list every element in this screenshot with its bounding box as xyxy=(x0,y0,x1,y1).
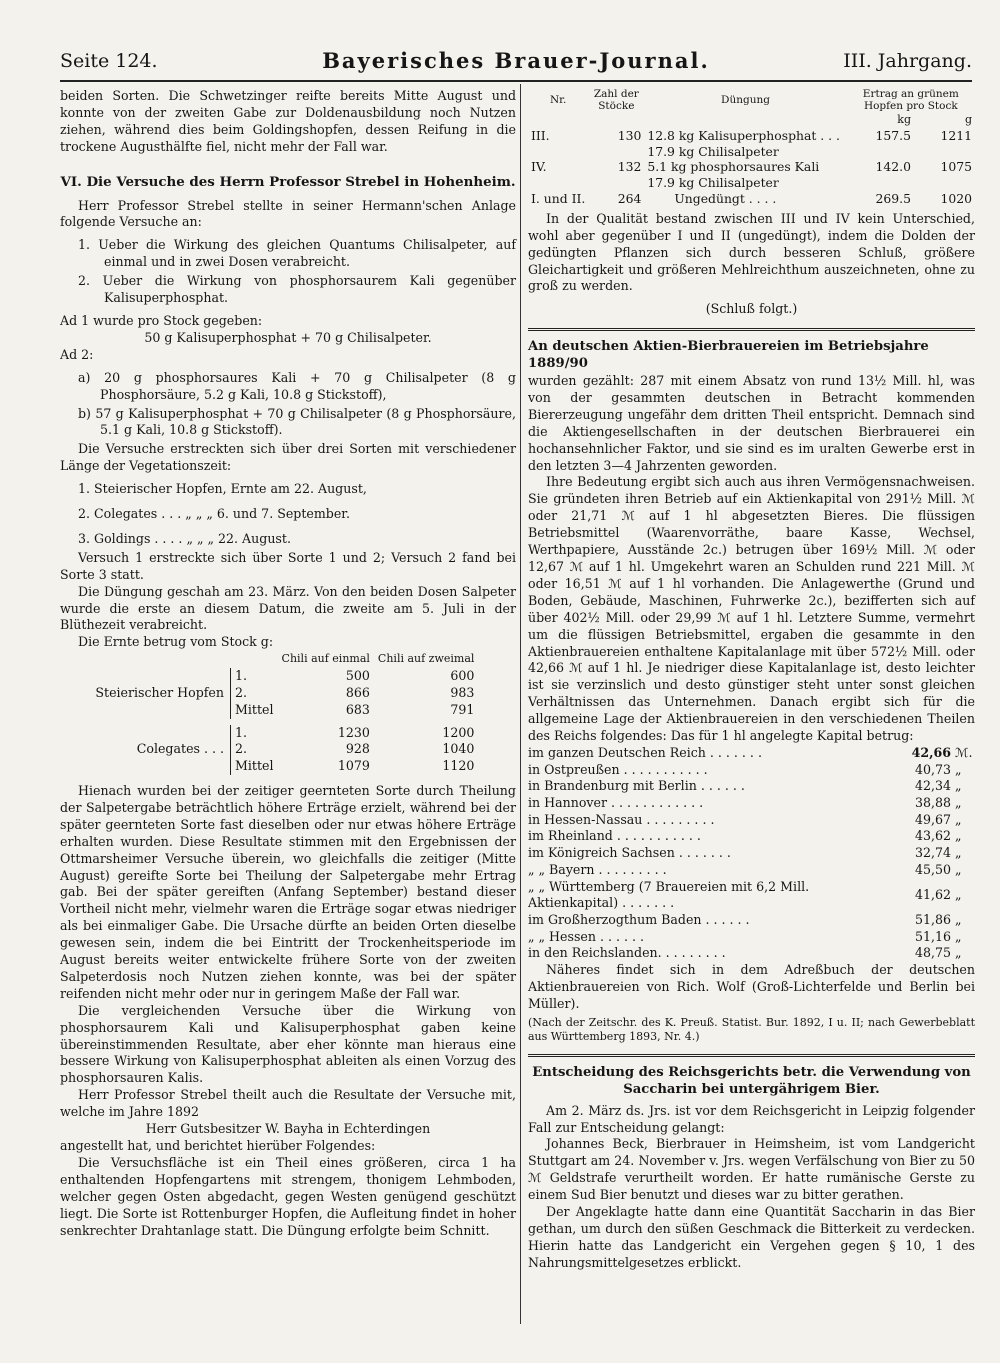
capital-value: 40,73 xyxy=(914,761,951,777)
unit-label: „ xyxy=(955,845,962,861)
table-row xyxy=(528,845,975,862)
article-title: Entscheidung des Reichsgerichts betr. die Verwendung von Saccharin bei untergährigem Bier. xyxy=(532,1064,971,1097)
article-title: An deutschen Aktien-Bierbrauereien im Betriebsjahre 1889/90 xyxy=(528,339,929,372)
formula: 50 g Kalisuperphosphat + 70 g Chilisalpeter. xyxy=(144,329,432,345)
region-label: in den Reichslanden. . . . . . . . . xyxy=(528,945,726,961)
unit-label: „ xyxy=(955,761,962,777)
table-row xyxy=(528,912,975,929)
capital-value: 43,62 xyxy=(914,828,951,844)
paragraph: angestellt hat, und berichtet hierüber Folgendes: xyxy=(60,1138,376,1153)
capital-value: 48,75 xyxy=(914,945,951,961)
unit-label: „ xyxy=(955,912,962,927)
table-header: Chili auf einmal xyxy=(281,652,370,666)
paragraph: Johannes Beck, Bierbrauer in Heimsheim, ist vom Landgericht Stuttgart am 24. November v. Jrs. wegen Verfälschung von Bier zu 50 ℳ Geldstrafe verurtheilt worden. Er hatte rumänische Gerste zu einem Sud Bier benutzt und dieses war zu bitter gerathen. xyxy=(528,1136,975,1203)
table-row xyxy=(528,812,975,829)
region-label: im Großherzogthum Baden . . . . . . xyxy=(528,912,750,927)
paragraph: Herr Professor Strebel stellte in seiner Hermann'schen Anlage folgende Versuche an: xyxy=(60,197,516,230)
region-label: in Hessen-Nassau . . . . . . . . . xyxy=(528,811,715,827)
table-row xyxy=(528,862,975,879)
region-label: „ „ Württemberg (7 Brauereien mit 6,2 Mill. Aktienkapital) . . . . . . . xyxy=(528,878,810,911)
paragraph: In der Qualität bestand zwischen III und IV kein Unterschied, wohl aber gegenüber I und II (ungedüngt), indem die Dolden der gedüngten Pflanzen sich durch besseren Schluß, größere Gleichartigkeit und größeren Mehlreichthum auszeichneten, ohne zu groß zu werden. xyxy=(528,210,975,294)
capital-value: 41,62 xyxy=(914,886,951,902)
left-column xyxy=(60,88,516,1239)
unit-label: „ xyxy=(955,945,962,961)
list-item: 3. Goldings . . . . „ „ „ 22. August. xyxy=(78,530,291,546)
paragraph: Ad 2: xyxy=(60,346,94,362)
capital-value: 42,34 xyxy=(914,778,951,794)
table-row: 17.9 kg Chilisalpeter xyxy=(647,175,779,191)
region-label: im Königreich Sachsen . . . . . . . xyxy=(528,845,731,861)
list-item: 1. Ueber die Wirkung des gleichen Quantums Chilisalpeter, auf einmal und in zwei Dosen verabreicht. xyxy=(78,237,516,270)
region-label: „ „ Bayern . . . . . . . . . xyxy=(528,861,667,877)
paragraph: Die Versuchsfläche ist ein Theil eines größeren, circa 1 ha enthaltenden Hopfengartens mit strengem, thonigem Lehmboden, welcher gegen Osten abgedacht, gegen Westen genügend geschützt liegt. Die Sorte ist Rottenburger Hopfen, die Aufleitung findet in hoher senkrechter Drahtanlage statt. Die Düngung erfolgte beim Schnitt. xyxy=(60,1154,516,1238)
capital-value: 38,88 xyxy=(914,795,951,811)
fertilizer-table: Nr. Zahl der Stöcke Düngung Ertrag an grünem Hopfen pro Stock kg g III. 130 12.8 kg Kalisuperphosphat . . . 157.5 1211 17.9 kg Chilisalpeter IV. 132 5.1 kg phosphorsaures Kali 142.0 1075 17.9 kg Chilisalpeter I. und II. 264 Ungedüngt . . . . 269.5 1020 xyxy=(528,88,975,207)
header-rule xyxy=(60,80,972,82)
page-header xyxy=(60,46,972,78)
region-label: in Brandenburg mit Berlin . . . . . . xyxy=(528,778,745,794)
article-separator xyxy=(528,1054,975,1057)
capital-value: 42,66 xyxy=(911,744,951,760)
paragraph: Versuch 1 erstreckte sich über Sorte 1 und 2; Versuch 2 fand bei Sorte 3 statt. xyxy=(60,549,516,582)
unit-label: „ xyxy=(955,828,962,844)
table-row xyxy=(528,762,975,779)
table-row: 2. 866 983 xyxy=(70,685,478,702)
article-separator xyxy=(528,328,975,331)
group-label: Colegates . . . xyxy=(136,741,224,757)
table-row xyxy=(528,745,975,762)
table-row: I. und II. 264 Ungedüngt . . . . 269.5 1020 xyxy=(531,190,972,206)
paragraph: Ad 1 wurde pro Stock gegeben: xyxy=(60,312,263,328)
unit-label: „ xyxy=(955,928,962,944)
paragraph: Der Angeklagte hatte dann eine Quantität Saccharin in das Bier gethan, um durch den süßen Geschmack die Bitterkeit zu verdecken. Hierin hatte das Landgericht ein Vergehen gegen § 10, 1 des Nahrungsmittelgesetzes erblickt. xyxy=(528,1204,975,1270)
unit-label: „ xyxy=(955,861,962,877)
unit-label: „ xyxy=(955,795,962,811)
table-row: 17.9 kg Chilisalpeter xyxy=(647,143,779,159)
unit-label: „ xyxy=(955,811,962,827)
table-row: Mittel 683 791 xyxy=(70,702,478,719)
capital-value: 45,50 xyxy=(914,861,951,877)
table-row: IV. 132 5.1 kg phosphorsaures Kali 142.0 1075 xyxy=(531,159,972,175)
unit-label: ℳ. xyxy=(955,744,973,760)
table-row: Colegates . . . 1. 1230 1200 xyxy=(70,725,478,742)
table-row xyxy=(528,879,975,912)
capital-value: 49,67 xyxy=(914,811,951,827)
group-label: Steierischer Hopfen xyxy=(95,684,224,700)
table-header: Zahl der Stöcke xyxy=(593,88,639,112)
paragraph: Herr Professor Strebel theilt auch die Resultate der Versuche mit, welche im Jahre 1892 xyxy=(60,1087,516,1120)
paragraph: Die Versuche erstreckten sich über drei Sorten mit verschiedener Länge der Vegetationszeit: xyxy=(60,441,516,474)
capital-value: 51,16 xyxy=(914,928,951,944)
table-row: 2. 928 1040 xyxy=(70,741,478,758)
list-item: 2. Ueber die Wirkung von phosphorsaurem Kali gegenüber Kalisuperphosphat. xyxy=(78,273,516,306)
table-header: Ertrag an grünem Hopfen pro Stock xyxy=(862,88,959,112)
paragraph: Die vergleichenden Versuche über die Wirkung von phosphorsaurem Kali und Kalisuperphosphat gaben keine übereinstimmenden Resultate, aber eher könnte man hieraus eine bessere Wirkung von Kalisuperphosphat ableiten als einen Vorzug des phosphorsauren Kalis. xyxy=(60,1002,516,1086)
region-label: im ganzen Deutschen Reich . . . . . . . xyxy=(528,744,762,760)
table-row: Mittel 1079 1120 xyxy=(70,758,478,775)
yield-table xyxy=(70,651,478,775)
journal-title: Bayerisches Brauer-Journal. xyxy=(322,48,710,73)
capital-table xyxy=(528,745,975,962)
capital-value: 32,74 xyxy=(914,845,951,861)
region-label: im Rheinland . . . . . . . . . . . xyxy=(528,828,701,844)
capital-value: 51,86 xyxy=(914,912,951,927)
unit-label: „ xyxy=(955,886,962,902)
table-row xyxy=(528,945,975,962)
list-item: 1. Steierischer Hopfen, Ernte am 22. August, xyxy=(78,481,367,497)
region-label: „ „ Hessen . . . . . . xyxy=(528,928,645,944)
paragraph: Näheres findet sich in dem Adreßbuch der deutschen Aktienbrauereien von Rich. Wolf (Groß-Lichterfelde und Berlin bei Müller). xyxy=(528,962,975,1011)
region-label: in Hannover . . . . . . . . . . . . xyxy=(528,795,704,811)
table-row xyxy=(528,778,975,795)
table-header: Chili auf zweimal xyxy=(377,652,475,666)
unit-label: „ xyxy=(955,778,962,794)
table-row: III. 130 12.8 kg Kalisuperphosphat . . . 157.5 1211 xyxy=(531,127,972,143)
paragraph: wurden gezählt: 287 mit einem Absatz von rund 13½ Mill. hl, was von der gesammten deutschen in Betracht kommenden Biererzeugung ungefähr dem dritten Theil entspricht. Demnach sind die Aktiengesellschaften in der deutschen Bierbrauerei ein hochansehnlicher Faktor, und sie sind es im uralten Gewerbe erst in den letzten 3—4 Jahrzenten geworden. xyxy=(528,373,975,473)
region-label: in Ostpreußen . . . . . . . . . . . xyxy=(528,761,708,777)
page-number: Seite 124. xyxy=(60,50,158,72)
table-header: Nr. xyxy=(549,94,567,106)
list-item: a) 20 g phosphorsaures Kali + 70 g Chilisalpeter (8 g Phosphorsäure, 5.2 g Kali, 10.8 g Stickstoff), xyxy=(78,369,516,402)
section-title: VI. Die Versuche des Herrn Professor Strebel in Hohenheim. xyxy=(60,173,516,190)
paragraph: Die Düngung geschah am 23. März. Von den beiden Dosen Salpeter wurde die erste an diesem Datum, die zweite am 5. Juli in der Blüthezeit verabreicht. xyxy=(60,583,516,633)
volume-label: III. Jahrgang. xyxy=(843,50,972,72)
continued-note: (Schluß folgt.) xyxy=(705,301,798,317)
table-row: Steierischer Hopfen 1. 500 600 xyxy=(70,668,478,685)
list-item: 2. Colegates . . . „ „ „ 6. und 7. September. xyxy=(78,506,350,522)
table-row xyxy=(528,828,975,845)
source-note: (Nach der Zeitschr. des K. Preuß. Statist. Bur. 1892, I u. II; nach Gewerbeblatt aus Württemberg 1893, Nr. 4.) xyxy=(528,1015,975,1043)
paragraph: Am 2. März ds. Jrs. ist vor dem Reichsgericht in Leipzig folgender Fall zur Entscheidung gelangt: xyxy=(528,1102,975,1135)
column-divider xyxy=(520,84,521,1324)
right-column xyxy=(528,88,975,1272)
paragraph: Die Ernte betrug vom Stock g: xyxy=(78,634,274,650)
person-name: Herr Gutsbesitzer W. Bayha in Echterdingen xyxy=(145,1121,431,1137)
paragraph: Ihre Bedeutung ergibt sich auch aus ihren Vermögensnachweisen. Sie gründeten ihren Betrieb auf ein Aktienkapital von 291½ Mill. ℳ oder 21,71 ℳ auf 1 hl abgesetzten Bieres. Die flüssigen Betriebsmittel (Waarenvorräthe, baare Kasse, Wechsel, Werthpapiere, Ausstände 2c.) betrugen über 169½ Mill. ℳ oder 12,67 ℳ auf 1 hl. Umgekehrt waren an Schulden rund 221 Mill. ℳ oder 16,51 ℳ auf 1 hl vorhanden. Die Anlagewerthe (Grund und Boden, Gebäude, Maschinen, Fuhrwerke 2c.), bezifferten sich auf über 402½ Mill. oder 29,99 ℳ auf 1 hl. Letztere Summe, vermehrt um die flüssigen Betriebsmittel, ergaben die gesammte in den Aktienbrauereien enthaltene Kapitalanlage mit über 572½ Mill. oder 42,66 ℳ auf 1 hl. Je niedriger diese Kapitalanlage ist, desto leichter ist sie verzinslich und desto günstiger steht unter sonst gleichen Verhältnissen das Unternehmen. Danach ergibt sich für die allgemeine Lage der Aktienbrauereien in den verschiedenen Theilen des Reichs folgendes: Das für 1 hl angelegte Kapital betrug: xyxy=(528,474,975,744)
paragraph: beiden Sorten. Die Schwetzinger reifte bereits Mitte August und konnte von der zweiten Gabe zur Doldenausbildung noch Nutzen ziehen, während dies beim Goldingshopfen, dessen Reifung in die trockene Augusthälfte fiel, nicht mehr der Fall war. xyxy=(60,88,516,154)
table-header: Düngung xyxy=(721,94,770,106)
list-item: b) 57 g Kalisuperphosphat + 70 g Chilisalpeter (8 g Phosphorsäure, 5.1 g Kali, 10.8 g Stickstoff). xyxy=(78,405,516,438)
table-row xyxy=(528,795,975,812)
table-row xyxy=(528,929,975,946)
paragraph: Hienach wurden bei der zeitiger geernteten Sorte durch Theilung der Salpetergabe beträchtlich höhere Erträge erzielt, während bei der später geernteten Sorte fast dieselben oder nur etwas höhere Erträge erhalten wurden. Diese Resultate stimmen mit den Ergebnissen der Ottmarsheimer Versuche überein, wo gleichfalls die zeitiger (Mitte August) gereifte Sorte bei Theilung der Salpetergabe mehr Ertrag gab. Bei der später gereiften (Anfang September) bestand dieser Vortheil nicht mehr, vielmehr waren die Erträge sogar etwas niedriger als bei einmaliger Gabe. Die Ursache dürfte an beiden Orten dieselbe gewesen sein, indem die bei Eintritt der Trockenheitsperiode im August bereits weiter entwickelte frühere Sorte von der zweiten Salpeterdosis noch Nutzen ziehen konnte, was bei der später reifenden nicht mehr oder nur in geringem Maße der Fall war. xyxy=(60,782,516,1001)
